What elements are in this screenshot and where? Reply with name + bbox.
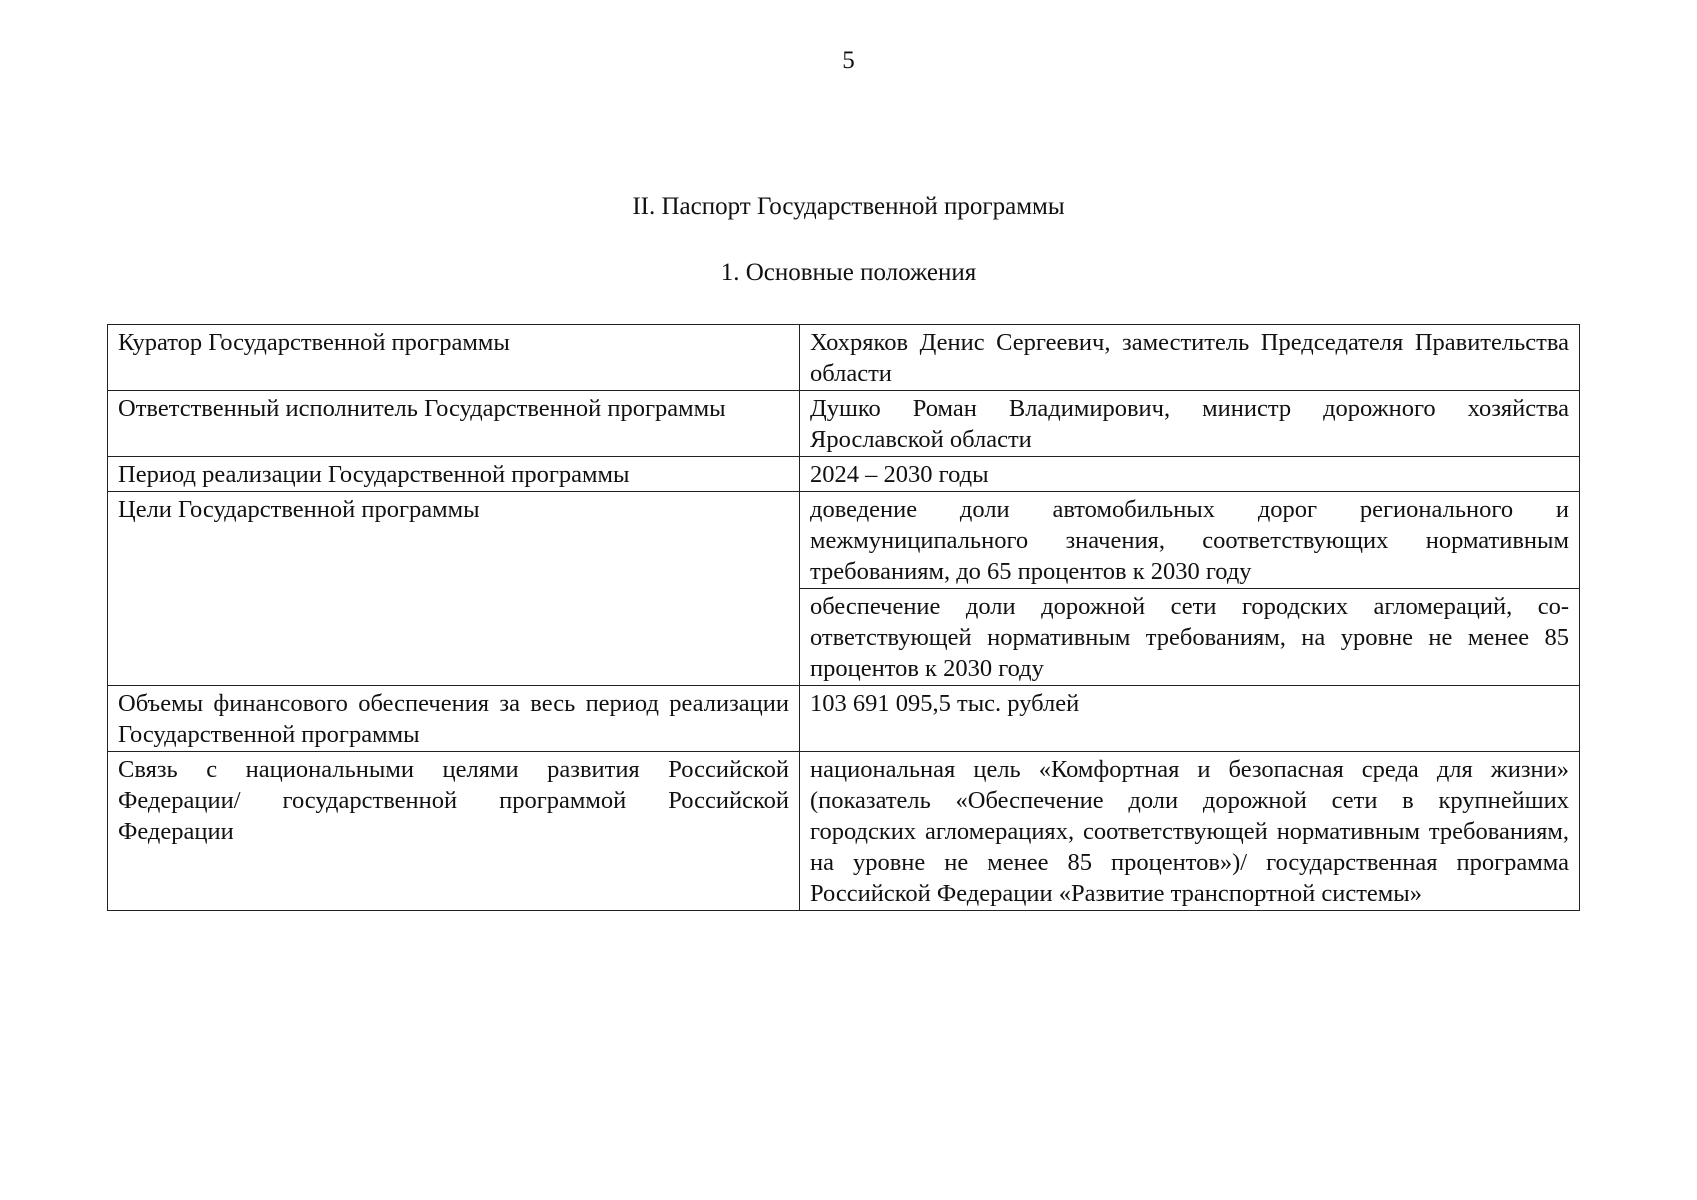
row-label-period: Период реализации Государственной программы <box>108 457 800 492</box>
subsection-title: 1. Основные положения <box>720 259 977 286</box>
table-row-goals <box>108 492 1580 589</box>
page-number: 5 <box>842 47 855 74</box>
row-label-national-goals: Связь с национальными целями развития Российской Федерации/ государственной программой Российской Федерации <box>108 752 800 911</box>
row-value-period: 2024 – 2030 годы <box>800 457 1580 492</box>
row-value-curator: Хохряков Денис Сергеевич, заместитель Председателя Правительства области <box>800 325 1580 391</box>
section-title: II. Паспорт Государственной программы <box>632 193 1065 220</box>
table-row-period <box>108 457 1580 492</box>
row-value-executor: Душко Роман Владимирович, министр дорожного хозяйства Ярославской области <box>800 391 1580 457</box>
row-label-funding: Объемы финансового обеспечения за весь период реализации Государственной программы <box>108 686 800 752</box>
table-row-national-goals <box>108 752 1580 911</box>
table-row-executor <box>108 391 1580 457</box>
row-label-goals: Цели Государственной программы <box>108 492 800 686</box>
row-value-goal-1: доведение доли автомобильных дорог регионального и межмуниципального значения, соответствующих нормативным требованиям, до 65 процентов к 2030 году <box>800 492 1580 589</box>
row-value-goal-2: обеспечение доли дорожной сети городских агломераций, соответствующей нормативным требованиям, на уровне не менее 85 процентов к 2030 году <box>800 589 1580 686</box>
passport-table <box>107 324 1580 911</box>
table-row-funding <box>108 686 1580 752</box>
row-value-funding: 103 691 095,5 тыс. рублей <box>800 686 1580 752</box>
row-value-national-goals: национальная цель «Комфортная и безопасная среда для жизни» (показатель «Обеспечение доли дорожной сети в крупнейших городских агломерациях, соответствующей нормативным требованиям, на уровне не менее 85 процентов»)/ государственная программа Российской Федерации «Развитие транспортной системы» <box>800 752 1580 911</box>
table-row-curator <box>108 325 1580 391</box>
row-label-executor: Ответственный исполнитель Государственной программы <box>108 391 800 457</box>
row-label-curator: Куратор Государственной программы <box>108 325 800 391</box>
